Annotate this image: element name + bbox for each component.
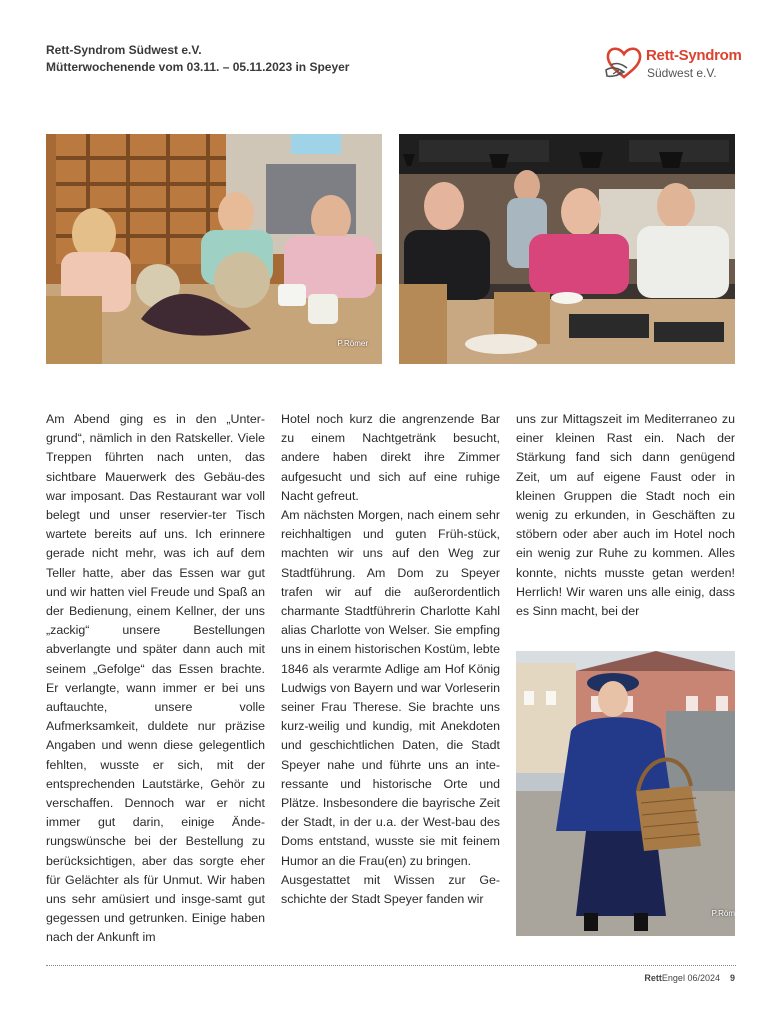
logo-subtitle: Südwest e.V. [647,66,717,80]
footer-divider [46,965,736,966]
paragraph: uns zur Mittagszeit im Mediterraneo zu einer kleinen Rast ein. Nach der Stärkung fand sich dann genügend Zeit, um auf eigene Faust oder in kleinen Gruppen die Stadt noch ein wenig zu erkunden, in Geschäften zu stöbern oder aber auch im Hotel noch ein wenig zur Ruhe zu kommen. Alles konnte, nichts musste getan werden! Herrlich! Wir waren uns alle einig, dass es Sinn macht, bei der [516,412,735,619]
hands-heart-icon [603,44,645,84]
photo-city-guide [516,651,735,936]
article-column-2 [281,410,500,909]
paragraph: Am Abend ging es in den „Unter-grund“, nämlich in den Ratskeller. Viele Treppen führten nach unten, das sichtbare Mauerwerk des Gebäu-des war imposant. Das Restaurant war voll belegt und unser reservier-ter Tisch wartete bereits auf uns. Ich erinnere gerade nicht mehr, was ich auf dem Teller hatte, aber das Essen war gut und wir hatten viel Freude und Spaß an der Bedienung, einem Kellner, der uns „zackig“ unsere Bestellungen abverlangte und später dann auch mit seinem „Gefolge“ das Essen brachte. Er verlangte, wann immer er bei uns auftauchte, unsere volle Aufmerksamkeit, duldete nur präzise Angaben und wenn diese gelegentlich fehlten, wusste er sich, mit der entsprechenden Lautstärke, Gehör zu verschaffen. Dennoch war er nicht immer gut darin, einige Ände-rungswünsche bei der Bestellung zu berücksichtigen, aber das sorgte eher für Gelächter als für Unmut. Wir haben uns sehr amüsiert und insge-samt gut gegessen und getrunken. Einige haben nach der Ankunft im [46,412,265,945]
photo-cafe-group-right [399,134,735,364]
photo-cafe-group-left [46,134,382,364]
photo-credit: P.Römer [337,339,368,348]
footer-magazine-bold: Rett [644,973,662,983]
page-number: 9 [729,973,735,983]
footer [644,973,735,983]
article-column-3 [516,410,735,621]
footer-magazine-issue: Engel 06/2024 [661,973,720,983]
logo-title: Rett-Syndrom [646,47,742,64]
header-event-title: Mütterwochenende vom 03.11. – 05.11.2023 in Speyer [46,60,350,74]
article-column-1 [46,410,265,948]
photo-credit: P.Röm [711,909,735,918]
paragraph: Ausgestattet mit Wissen zur Ge-schichte der Stadt Speyer fanden wir [281,872,500,907]
paragraph: Am nächsten Morgen, nach einem sehr reichhaltigen und guten Früh-stück, machten wir uns auf den Weg zur Stadtführung. Am Dom zu Speyer trafen wir auf die außerordentlich charmante Stadtführerin Charlotte Kahl alias Charlotte von Welser. Sie empfing uns in einem historischen Kostüm, lebte 1846 als verarmte Adlige am Hof König Ludwigs von Bayern und war Vorleserin seiner Frau Therese. Sie brachte uns kurz-weilig und kundig, mit Anekdoten und geschichtlichen Daten, die Stadt Speyer nahe und führte uns an inte-ressante und historische Orte und Plätze. Insbesondere die bayrische Zeit der Stadt, in der u.a. der West-bau des Doms entstand, wusste sie mit feinem Humor an die Frau(en) zu bringen. [281,508,501,868]
header-organization: Rett-Syndrom Südwest e.V. [46,43,202,57]
rett-syndrom-logo [603,44,742,84]
paragraph: Hotel noch kurz die angrenzende Bar zu einem Nachtgetränk besucht, andere haben direkt ihre Zimmer aufgesucht und sich auf eine ruhige Nacht gefreut. [281,412,500,503]
